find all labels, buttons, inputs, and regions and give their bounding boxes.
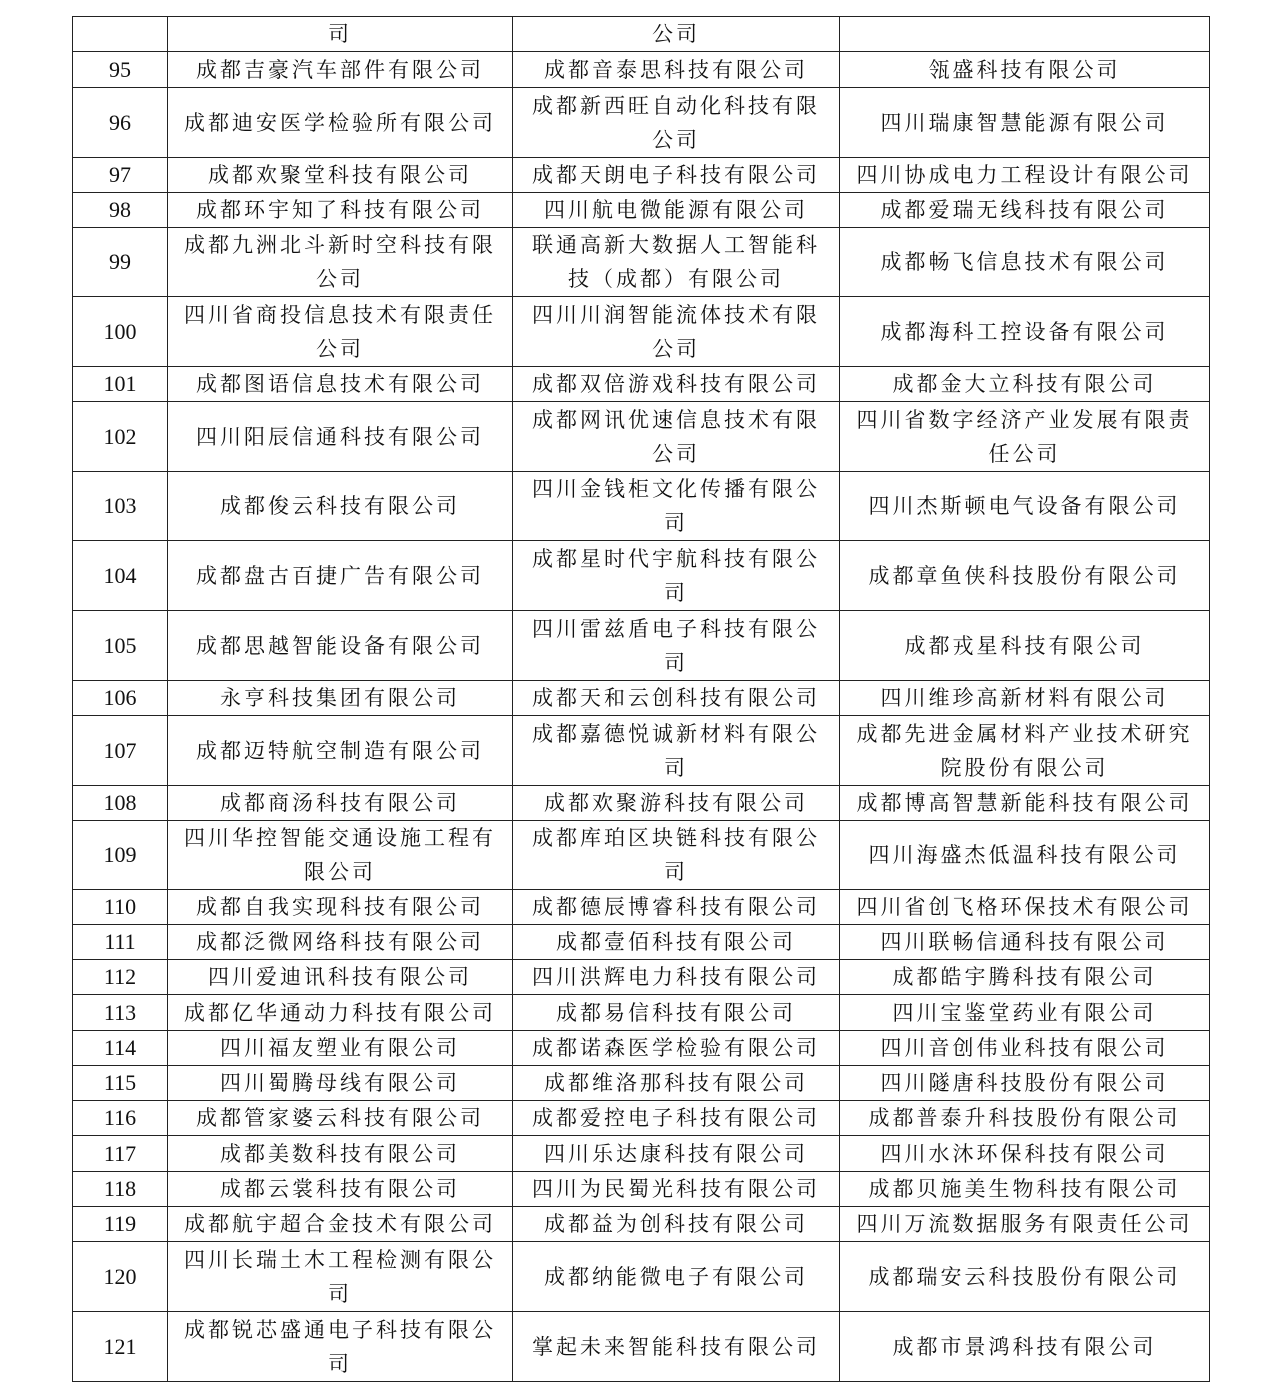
company-cell-col3: 成都博高智慧新能科技有限公司 [840, 786, 1210, 821]
row-number-cell: 102 [73, 402, 168, 472]
company-cell-col2: 四川洪辉电力科技有限公司 [513, 960, 840, 995]
company-cell-col2: 成都库珀区块链科技有限公司 [513, 821, 840, 890]
company-cell-col2: 成都网讯优速信息技术有限公司 [513, 402, 840, 472]
company-cell-col1: 成都泛微网络科技有限公司 [168, 925, 513, 960]
company-cell-col3: 成都海科工控设备有限公司 [840, 297, 1210, 367]
company-cell-col3: 四川宝鉴堂药业有限公司 [840, 995, 1210, 1031]
company-cell-col2: 成都维洛那科技有限公司 [513, 1066, 840, 1101]
company-cell-col1: 四川长瑞土木工程检测有限公司 [168, 1242, 513, 1312]
table-row [73, 88, 1210, 158]
company-cell-col1: 永亨科技集团有限公司 [168, 681, 513, 716]
company-cell-col1: 成都吉豪汽车部件有限公司 [168, 52, 513, 88]
company-cell-col3: 成都章鱼侠科技股份有限公司 [840, 541, 1210, 611]
company-cell-col2: 四川川润智能流体技术有限公司 [513, 297, 840, 367]
company-cell-col3: 四川万流数据服务有限责任公司 [840, 1207, 1210, 1242]
table-row [73, 1207, 1210, 1242]
company-cell-col1: 四川蜀腾母线有限公司 [168, 1066, 513, 1101]
table-row [73, 681, 1210, 716]
company-cell-col1: 成都九洲北斗新时空科技有限公司 [168, 228, 513, 297]
table-row [73, 1066, 1210, 1101]
company-cell-col1: 成都迈特航空制造有限公司 [168, 716, 513, 786]
company-cell-col1: 成都俊云科技有限公司 [168, 472, 513, 541]
company-cell-col3: 成都爱瑞无线科技有限公司 [840, 193, 1210, 228]
table-row [73, 17, 1210, 52]
company-cell-col2: 成都益为创科技有限公司 [513, 1207, 840, 1242]
company-cell-col3: 成都市景鸿科技有限公司 [840, 1312, 1210, 1382]
company-cell-col3: 四川省创飞格环保技术有限公司 [840, 890, 1210, 925]
company-cell-col2: 成都音泰思科技有限公司 [513, 52, 840, 88]
table-row [73, 1312, 1210, 1382]
company-cell-col1: 成都思越智能设备有限公司 [168, 611, 513, 681]
table-row [73, 193, 1210, 228]
company-cell-col3: 瓴盛科技有限公司 [840, 52, 1210, 88]
company-cell-col2: 四川为民蜀光科技有限公司 [513, 1172, 840, 1207]
table-row [73, 1172, 1210, 1207]
row-number-cell: 118 [73, 1172, 168, 1207]
company-cell-col1: 四川华控智能交通设施工程有限公司 [168, 821, 513, 890]
table-row [73, 1101, 1210, 1136]
table-row [73, 297, 1210, 367]
company-cell-col3: 四川协成电力工程设计有限公司 [840, 158, 1210, 193]
company-cell-col2: 成都星时代宇航科技有限公司 [513, 541, 840, 611]
table-row [73, 541, 1210, 611]
company-cell-col1: 成都美数科技有限公司 [168, 1136, 513, 1172]
company-cell-col3: 四川瑞康智慧能源有限公司 [840, 88, 1210, 158]
company-cell-col1: 成都图语信息技术有限公司 [168, 367, 513, 402]
company-cell-col3: 四川维珍高新材料有限公司 [840, 681, 1210, 716]
row-number-cell: 110 [73, 890, 168, 925]
company-cell-col1: 成都自我实现科技有限公司 [168, 890, 513, 925]
row-number-cell: 107 [73, 716, 168, 786]
row-number-cell: 120 [73, 1242, 168, 1312]
company-cell-col3: 四川音创伟业科技有限公司 [840, 1031, 1210, 1066]
company-cell-col1: 四川省商投信息技术有限责任公司 [168, 297, 513, 367]
row-number-cell: 111 [73, 925, 168, 960]
company-cell-col3: 四川杰斯顿电气设备有限公司 [840, 472, 1210, 541]
row-number-cell: 106 [73, 681, 168, 716]
company-cell-col1: 四川阳辰信通科技有限公司 [168, 402, 513, 472]
row-number-cell: 104 [73, 541, 168, 611]
row-number-cell: 115 [73, 1066, 168, 1101]
table-row [73, 786, 1210, 821]
company-cell-col3: 成都普泰升科技股份有限公司 [840, 1101, 1210, 1136]
company-cell-col3: 成都瑞安云科技股份有限公司 [840, 1242, 1210, 1312]
row-number-cell: 109 [73, 821, 168, 890]
table-row [73, 52, 1210, 88]
table-row [73, 716, 1210, 786]
company-cell-col1: 成都云裳科技有限公司 [168, 1172, 513, 1207]
company-cell-col3: 成都贝施美生物科技有限公司 [840, 1172, 1210, 1207]
company-cell-col2: 成都天和云创科技有限公司 [513, 681, 840, 716]
table-row [73, 821, 1210, 890]
company-cell-col1: 四川爱迪讯科技有限公司 [168, 960, 513, 995]
table-row [73, 402, 1210, 472]
row-number-cell: 99 [73, 228, 168, 297]
company-cell-col1: 成都锐芯盛通电子科技有限公司 [168, 1312, 513, 1382]
row-number-cell: 100 [73, 297, 168, 367]
company-cell-col1: 成都盘古百捷广告有限公司 [168, 541, 513, 611]
company-cell-col2: 成都易信科技有限公司 [513, 995, 840, 1031]
company-cell-col3: 成都先进金属材料产业技术研究院股份有限公司 [840, 716, 1210, 786]
company-cell-col2: 成都嘉德悦诚新材料有限公司 [513, 716, 840, 786]
row-number-cell: 119 [73, 1207, 168, 1242]
company-cell-col2: 成都双倍游戏科技有限公司 [513, 367, 840, 402]
company-cell-col3: 四川水沐环保科技有限公司 [840, 1136, 1210, 1172]
row-number-cell: 121 [73, 1312, 168, 1382]
company-cell-col2: 成都德辰博睿科技有限公司 [513, 890, 840, 925]
table-row [73, 960, 1210, 995]
company-cell-col2: 公司 [513, 17, 840, 52]
row-number-cell: 117 [73, 1136, 168, 1172]
company-cell-col2: 成都纳能微电子有限公司 [513, 1242, 840, 1312]
table-row [73, 367, 1210, 402]
company-cell-col3: 成都皓宇腾科技有限公司 [840, 960, 1210, 995]
table-row [73, 158, 1210, 193]
company-cell-col2: 四川金钱柜文化传播有限公司 [513, 472, 840, 541]
company-cell-col1: 成都迪安医学检验所有限公司 [168, 88, 513, 158]
row-number-cell: 97 [73, 158, 168, 193]
company-cell-col1: 成都欢聚堂科技有限公司 [168, 158, 513, 193]
company-cell-col1: 成都航宇超合金技术有限公司 [168, 1207, 513, 1242]
company-cell-col3: 成都金大立科技有限公司 [840, 367, 1210, 402]
company-list-table [72, 16, 1210, 1382]
company-cell-col2: 成都新西旺自动化科技有限公司 [513, 88, 840, 158]
table-row [73, 995, 1210, 1031]
row-number-cell: 108 [73, 786, 168, 821]
company-cell-col2: 四川航电微能源有限公司 [513, 193, 840, 228]
row-number-cell [73, 17, 168, 52]
company-cell-col1: 司 [168, 17, 513, 52]
company-cell-col2: 联通高新大数据人工智能科技（成都）有限公司 [513, 228, 840, 297]
company-cell-col2: 成都天朗电子科技有限公司 [513, 158, 840, 193]
company-cell-col3: 四川海盛杰低温科技有限公司 [840, 821, 1210, 890]
company-cell-col3 [840, 17, 1210, 52]
company-cell-col2: 成都壹佰科技有限公司 [513, 925, 840, 960]
table-row [73, 611, 1210, 681]
table-row [73, 925, 1210, 960]
company-cell-col1: 成都亿华通动力科技有限公司 [168, 995, 513, 1031]
row-number-cell: 105 [73, 611, 168, 681]
row-number-cell: 98 [73, 193, 168, 228]
company-cell-col2: 四川雷兹盾电子科技有限公司 [513, 611, 840, 681]
row-number-cell: 114 [73, 1031, 168, 1066]
company-cell-col3: 成都戎星科技有限公司 [840, 611, 1210, 681]
table-body [73, 17, 1210, 1382]
company-cell-col1: 成都管家婆云科技有限公司 [168, 1101, 513, 1136]
row-number-cell: 95 [73, 52, 168, 88]
company-cell-col2: 四川乐达康科技有限公司 [513, 1136, 840, 1172]
table-row [73, 1242, 1210, 1312]
company-cell-col2: 成都诺森医学检验有限公司 [513, 1031, 840, 1066]
table-row [73, 228, 1210, 297]
company-cell-col3: 四川隧唐科技股份有限公司 [840, 1066, 1210, 1101]
company-cell-col2: 成都爱控电子科技有限公司 [513, 1101, 840, 1136]
company-cell-col1: 成都商汤科技有限公司 [168, 786, 513, 821]
row-number-cell: 113 [73, 995, 168, 1031]
company-cell-col2: 掌起未来智能科技有限公司 [513, 1312, 840, 1382]
row-number-cell: 101 [73, 367, 168, 402]
row-number-cell: 96 [73, 88, 168, 158]
table-row [73, 890, 1210, 925]
company-cell-col3: 四川联畅信通科技有限公司 [840, 925, 1210, 960]
table-row [73, 1136, 1210, 1172]
table-row [73, 472, 1210, 541]
company-cell-col1: 成都环宇知了科技有限公司 [168, 193, 513, 228]
row-number-cell: 112 [73, 960, 168, 995]
row-number-cell: 116 [73, 1101, 168, 1136]
company-cell-col3: 四川省数字经济产业发展有限责任公司 [840, 402, 1210, 472]
company-cell-col1: 四川福友塑业有限公司 [168, 1031, 513, 1066]
table-row [73, 1031, 1210, 1066]
company-cell-col3: 成都畅飞信息技术有限公司 [840, 228, 1210, 297]
company-cell-col2: 成都欢聚游科技有限公司 [513, 786, 840, 821]
row-number-cell: 103 [73, 472, 168, 541]
